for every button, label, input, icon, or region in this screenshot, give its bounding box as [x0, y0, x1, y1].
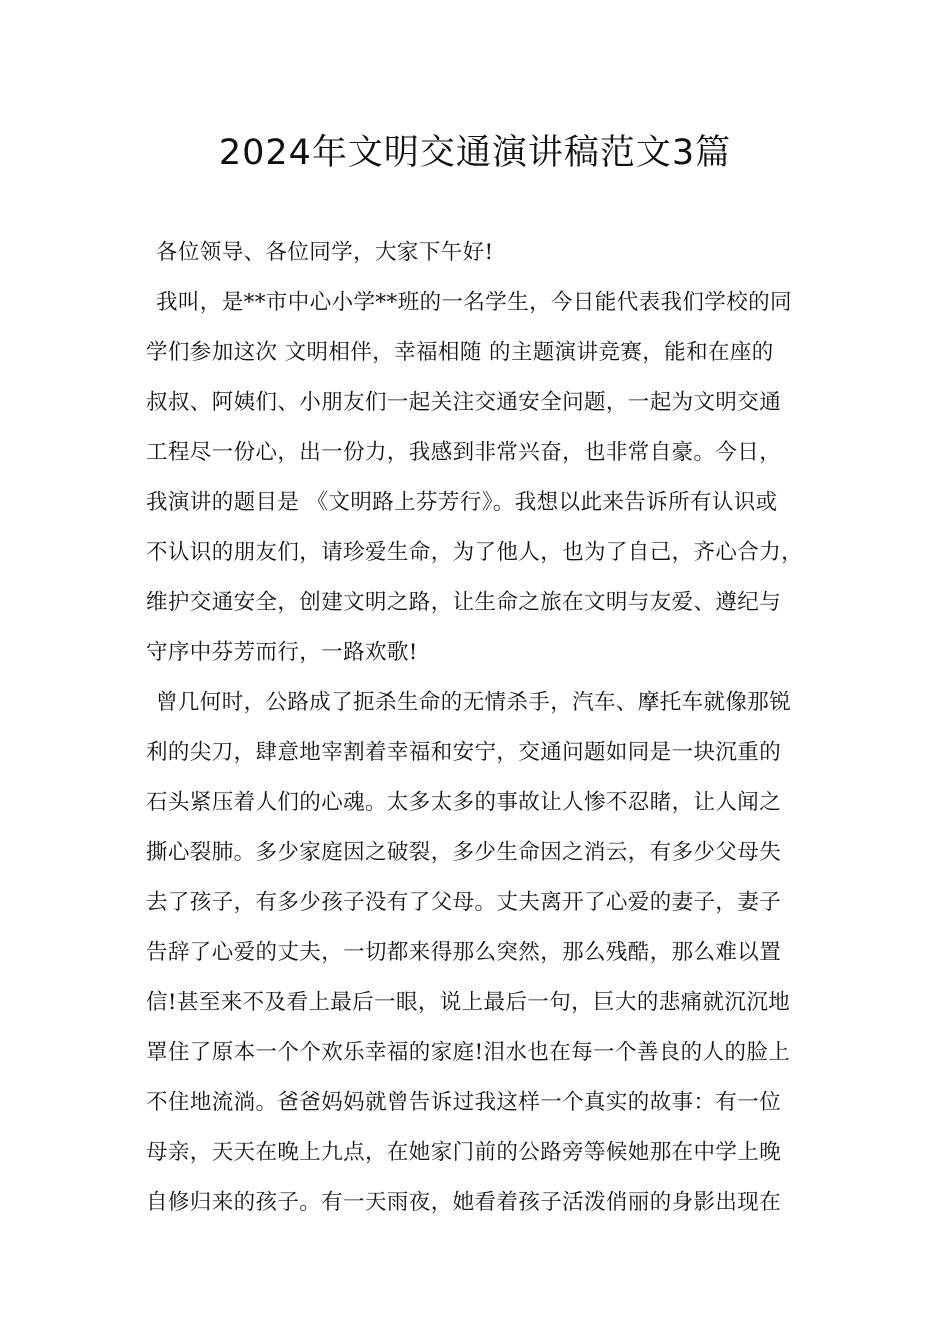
- text-line: 守序中芬芳而行，一路欢歌!: [146, 640, 418, 665]
- text-line: 告辞了心爱的丈夫，一切都来得那么突然，那么残酷，那么难以置: [146, 940, 782, 965]
- text-line: 撕心裂肺。多少家庭因之破裂，多少生命因之消云，有多少父母失: [146, 840, 782, 865]
- text-line: 信!甚至来不及看上最后一眼，说上最后一句，巨大的悲痛就沉沉地: [146, 990, 791, 1015]
- text-line: 学们参加这次 文明相伴，幸福相随 的主题演讲竞赛，能和在座的: [146, 340, 774, 365]
- text-line: 石头紧压着人们的心魂。太多太多的事故让人惨不忍睹，让人闻之: [146, 790, 782, 815]
- text-line: 不住地流淌。爸爸妈妈就曾告诉过我这样一个真实的故事：有一位: [146, 1090, 782, 1115]
- text-line: 各位领导、各位同学，大家下午好!: [156, 240, 494, 265]
- text-line: 维护交通安全，创建文明之路，让生命之旅在文明与友爱、遵纪与: [146, 590, 782, 615]
- text-line: 自修归来的孩子。有一天雨夜，她看着孩子活泼俏丽的身影出现在: [146, 1190, 782, 1215]
- text-line: 利的尖刀，肆意地宰割着幸福和安宁，交通问题如同是一块沉重的: [146, 740, 782, 765]
- text-line: 叔叔、阿姨们、小朋友们一起关注交通安全问题，一起为文明交通: [146, 390, 782, 415]
- text-line: 工程尽一份心，出一份力，我感到非常兴奋，也非常自豪。今日，: [146, 440, 782, 465]
- text-line: 曾几何时，公路成了扼杀生命的无情杀手，汽车、摩托车就像那锐: [156, 690, 792, 715]
- text-line: 不认识的朋友们，请珍爱生命，为了他人，也为了自己，齐心合力，: [146, 540, 804, 565]
- text-line: 罩住了原本一个个欢乐幸福的家庭!泪水也在每一个善良的人的脸上: [146, 1040, 791, 1065]
- page-title: 2024年文明交通演讲稿范文3篇: [218, 133, 732, 173]
- text-line: 我叫，是**市中心小学**班的一名学生，今日能代表我们学校的同: [156, 290, 792, 315]
- text-line: 去了孩子，有多少孩子没有了父母。丈夫离开了心爱的妻子，妻子: [146, 890, 782, 915]
- text-line: 我演讲的题目是 《文明路上芬芳行》。我想以此来告诉所有认识或: [146, 490, 778, 515]
- text-line: 母亲，天天在晚上九点，在她家门前的公路旁等候她那在中学上晚: [146, 1140, 782, 1165]
